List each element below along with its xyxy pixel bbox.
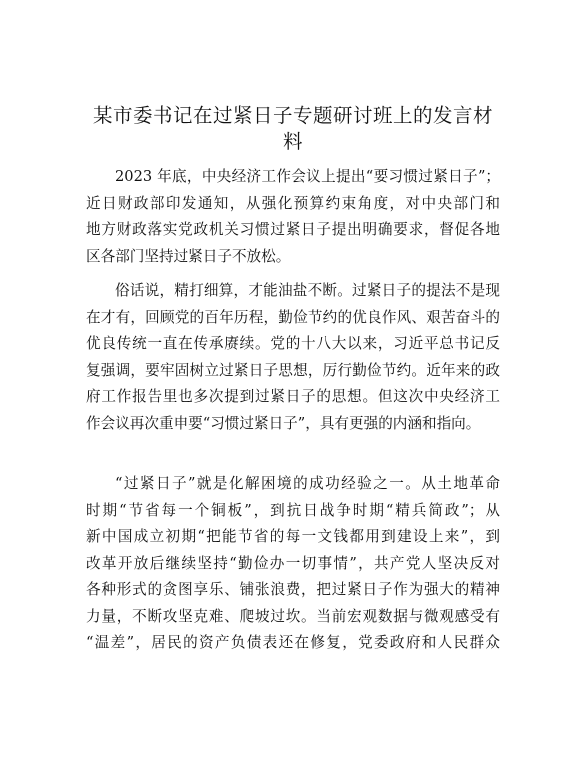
paragraph-3 xyxy=(86,471,500,657)
paragraph-line: 俗话说，精打细算，才能油盐不断。过紧日子的提法不是现 xyxy=(115,282,500,299)
paragraph-line: 复强调，要牢固树立过紧日子思想，厉行勤俭节约。近年来的政 xyxy=(86,361,500,379)
paragraph-line: 新中国成立初期“把能节省的每一文钱都用到建设上来”，到 xyxy=(86,528,500,545)
paragraph-line: “温差”，居民的资产负债表还在修复，党委政府和人民群众 xyxy=(86,634,500,651)
title-line-2: 料 xyxy=(282,130,303,153)
paragraph-line: 作会议再次重申要“习惯过紧日子”，具有更强的内涵和指向。 xyxy=(86,414,481,432)
paragraph-line: 府工作报告里也多次提到过紧日子的思想。但这次中央经济工 xyxy=(86,388,500,405)
paragraph-line: 改革开放后继续坚持“勤俭办一切事情”，共产党人坚决反对 xyxy=(86,554,500,572)
paragraph-line: 力量，不断攻坚克难、爬坡过坎。当前宏观数据与微观感受有 xyxy=(86,607,500,625)
paragraph-line: 各种形式的贪图享乐、铺张浪费，把过紧日子作为强大的精神 xyxy=(86,581,500,598)
paragraph-2 xyxy=(86,278,500,437)
paragraph-line: “过紧日子”就是化解困境的成功经验之一。从土地革命 xyxy=(115,475,500,492)
title-line-1: 某市委书记在过紧日子专题研讨班上的发言材 xyxy=(92,104,493,127)
paragraph-line: 2023 年底，中央经济工作会议上提出“要习惯过紧日子”； xyxy=(115,168,500,185)
paragraph-line: 近日财政部印发通知，从强化预算约束角度，对中央部门和 xyxy=(86,194,500,212)
paragraph-1 xyxy=(86,164,500,270)
paragraph-line: 优良传统一直在传承赓续。党的十八大以来，习近平总书记反 xyxy=(86,335,500,352)
paragraph-line: 地方财政落实党政机关习惯过紧日子提出明确要求，督促各地 xyxy=(86,221,500,238)
paragraph-line: 区各部门坚持过紧日子不放松。 xyxy=(86,247,291,265)
document-title xyxy=(86,103,500,155)
paragraph-line: 时期“节省每一个铜板”，到抗日战争时期“精兵简政”；从 xyxy=(86,501,500,519)
paragraph-line: 在才有，回顾党的百年历程，勤俭节约的优良作风、艰苦奋斗的 xyxy=(86,308,500,326)
